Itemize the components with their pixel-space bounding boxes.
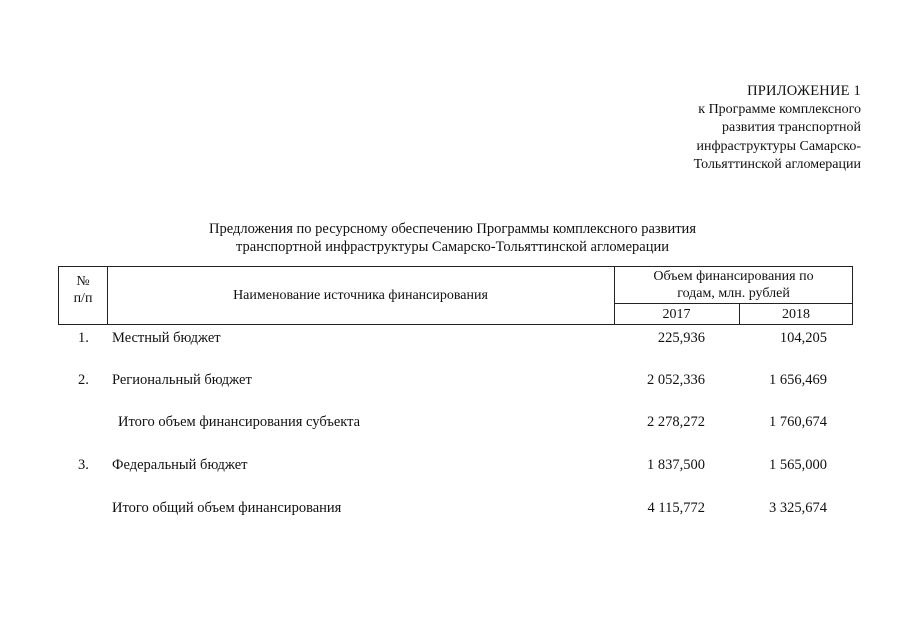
appendix-block [601, 82, 861, 175]
row-value-2017: 4 115,772 [647, 500, 705, 516]
row-value-2017: 225,936 [657, 330, 705, 346]
year-row-divider [614, 303, 853, 304]
appendix-heading: ПРИЛОЖЕНИЕ 1 [747, 83, 861, 99]
table-row [0, 372, 905, 392]
row-label: Федеральный бюджет [112, 457, 248, 473]
title-line-2: транспортной инфраструктуры Самарско-Тольяттинской агломерации [236, 239, 669, 255]
row-value-2017: 1 837,500 [647, 457, 705, 473]
row-number: 2. [78, 372, 89, 388]
row-value-2017: 2 052,336 [647, 372, 705, 388]
document-title [0, 220, 905, 256]
row-label: Региональный бюджет [112, 372, 252, 388]
row-label: Местный бюджет [112, 330, 221, 346]
row-value-2018: 1 760,674 [769, 414, 827, 430]
row-value-2017: 2 278,272 [647, 414, 705, 430]
row-number: 1. [78, 330, 89, 346]
row-label: Итого общий объем финансирования [112, 500, 342, 516]
title-line-1: Предложения по ресурсному обеспечению Программы комплексного развития [209, 221, 696, 237]
row-value-2018: 104,205 [779, 330, 827, 346]
table-row [0, 414, 905, 434]
row-value-2018: 1 656,469 [769, 372, 827, 388]
table-row [0, 330, 905, 350]
table-row [0, 457, 905, 477]
header-volume-line-1: Объем финансирования по [653, 269, 814, 284]
appendix-line: Тольяттинской агломерации [693, 157, 861, 172]
appendix-line: к Программе комплексного [698, 101, 861, 117]
table-row [0, 500, 905, 520]
header-year-2018: 2018 [782, 307, 810, 322]
header-num-abbr: п/п [73, 291, 93, 306]
row-value-2018: 1 565,000 [769, 457, 827, 473]
header-source: Наименование источника финансирования [233, 288, 488, 303]
header-num-symbol: № [76, 274, 90, 289]
header-year-2017: 2017 [662, 307, 691, 322]
header-volume-line-2: годам, млн. рублей [677, 286, 790, 301]
funding-table-header [58, 266, 853, 325]
row-number: 3. [78, 457, 89, 473]
row-label: Итого объем финансирования субъекта [118, 414, 361, 430]
appendix-line: развития транспортной [721, 120, 861, 135]
header-num [59, 273, 107, 307]
appendix-line: инфраструктуры Самарско- [696, 138, 861, 154]
header-volume [614, 268, 853, 302]
row-value-2018: 3 325,674 [769, 500, 827, 516]
